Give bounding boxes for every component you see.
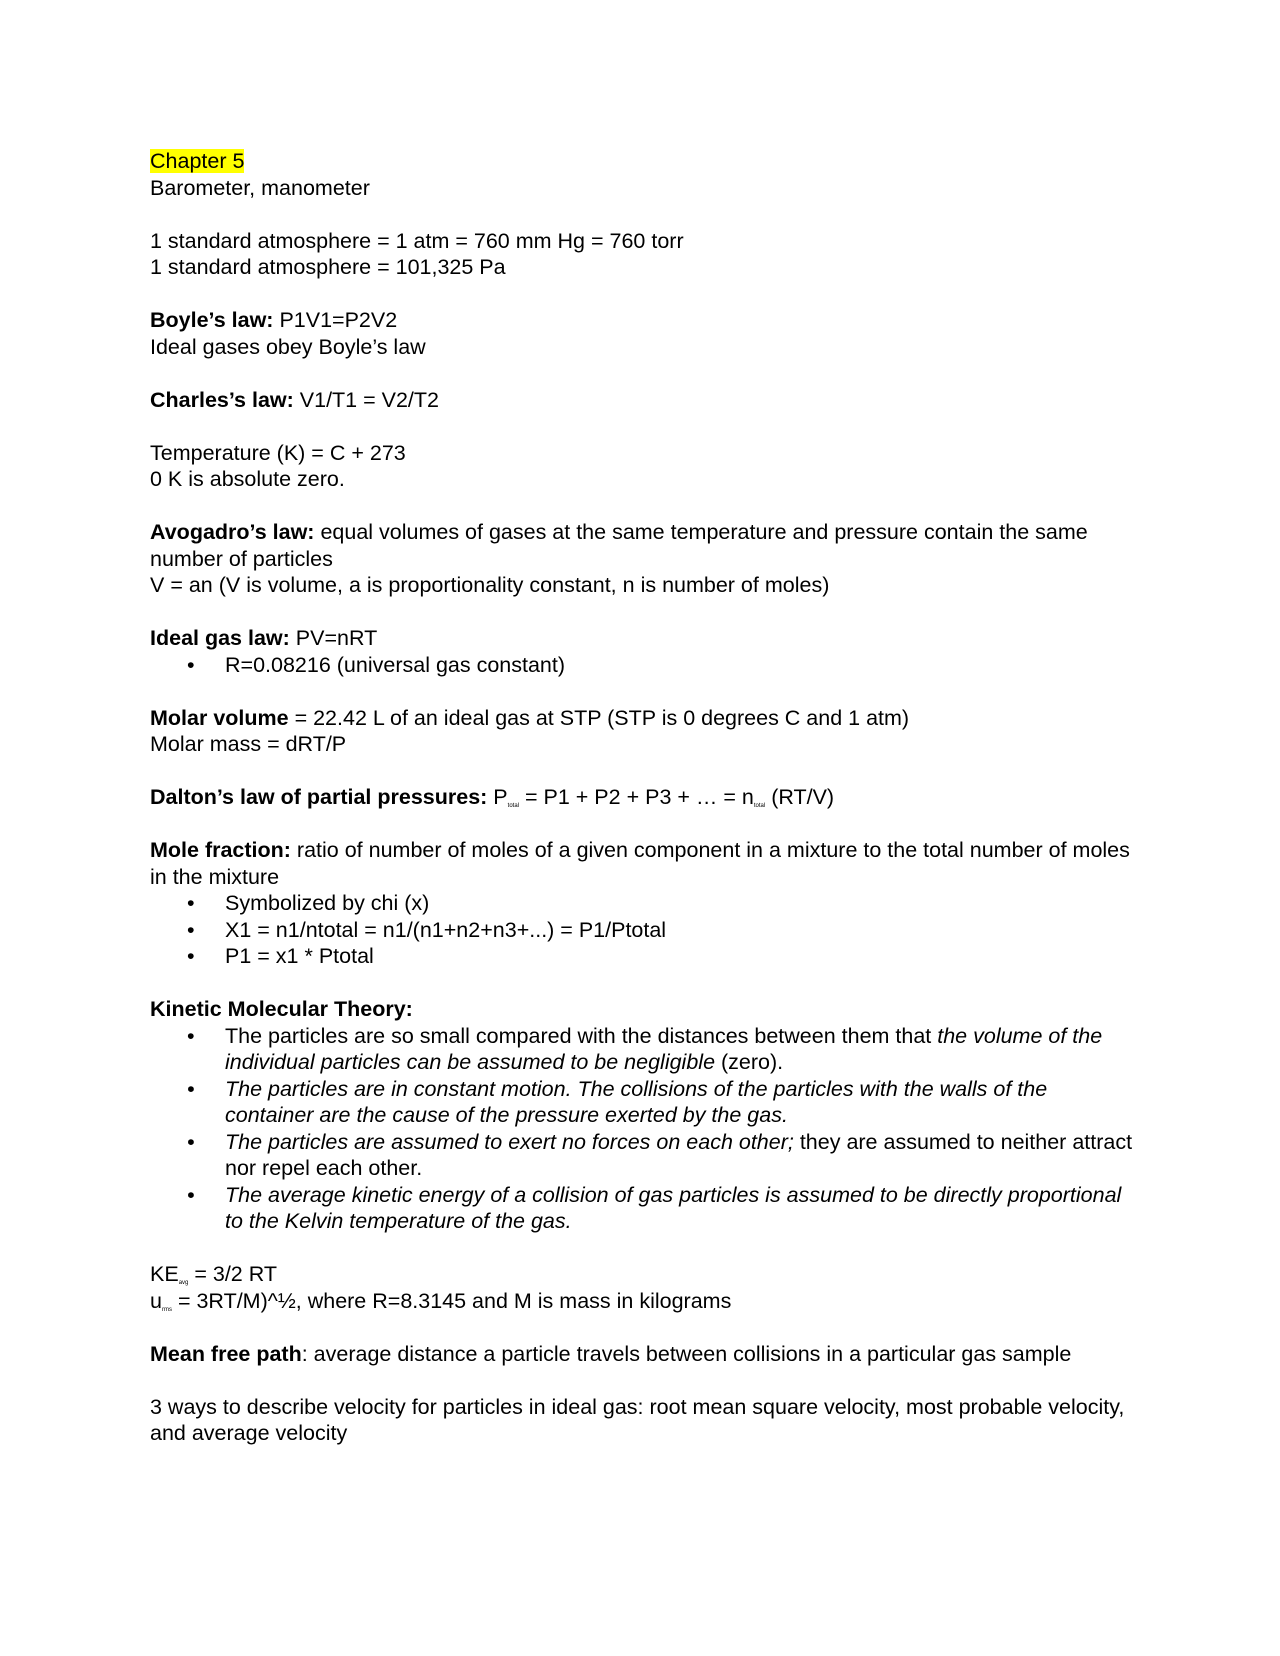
- chapter-heading: [150, 148, 1140, 175]
- list-item: • R=0.08216 (universal gas constant): [187, 652, 566, 677]
- subscript: total: [753, 803, 766, 809]
- velocity-line: 3 ways to describe velocity for particles in ideal gas: root mean square velocity, most probable velocity, and average velocity: [150, 1394, 1125, 1445]
- list-item: • The particles are assumed to exert no forces on each other; they are assumed to neither attract nor repel each other.: [187, 1129, 1133, 1180]
- bullet-icon: •: [187, 917, 195, 942]
- bullet-icon: •: [187, 944, 195, 968]
- subscript: total: [507, 803, 519, 809]
- mole-fraction-list: [150, 890, 1140, 970]
- document-page: [150, 148, 1140, 1447]
- atm-line-2: 1 standard atmosphere = 101,325 Pa: [150, 255, 506, 279]
- list-item: • X1 = n1/ntotal = n1/(n1+n2+n3+...) = P1/Ptotal: [187, 917, 667, 942]
- kmt-label: Kinetic Molecular Theory:: [150, 997, 413, 1021]
- mean-free-path-label: Mean free path: [150, 1341, 302, 1366]
- ideal-gas-label: Ideal gas law:: [150, 626, 290, 650]
- boyle-label: Boyle’s law:: [150, 308, 274, 332]
- temperature-line-1: Temperature (K) = C + 273: [150, 440, 406, 465]
- ideal-gas-list: [150, 652, 1140, 679]
- avogadro-law: [150, 519, 1140, 572]
- dalton-law: Dalton’s law of partial pressures: $P_{total} = P1 + P2 + P3$ + … = $n_{total}$ (RT/V): [150, 785, 835, 809]
- bullet-icon: •: [187, 1076, 195, 1101]
- list-item: • The particles are so small compared with the distances between them that the volume of the individual particles can be assumed to be negligible (zero).: [187, 1023, 1103, 1074]
- list-item: • The average kinetic energy of a collision of gas particles is assumed to be directly proportional to the Kelvin temperature of the gas.: [187, 1182, 1122, 1233]
- bullet-icon: •: [187, 1182, 195, 1207]
- subscript: avg: [178, 1280, 189, 1286]
- mole-fraction-text: ratio of number of moles of a given component in a mixture to the total number of moles in the mixture: [150, 838, 1130, 889]
- bullet-icon: •: [187, 1129, 195, 1154]
- mole-fraction: [150, 837, 1140, 890]
- mean-free-path: [150, 1341, 1140, 1368]
- temperature-line-2: 0 K is absolute zero.: [150, 467, 345, 491]
- bullet-icon: •: [187, 652, 195, 677]
- mean-free-path-text: : average distance a particle travels between collisions in a particular gas sample: [301, 1341, 1072, 1366]
- avogadro-text: equal volumes of gases at the same temperature and pressure contain the same number of particles: [150, 520, 1088, 571]
- avogadro-label: Avogadro’s law:: [150, 520, 315, 544]
- intro-line: Barometer, manometer: [150, 175, 370, 200]
- ideal-gas-law: [150, 625, 1140, 652]
- bullet-icon: •: [187, 1023, 195, 1048]
- boyle-law: [150, 307, 1140, 334]
- charles-label: Charles’s law:: [150, 387, 294, 412]
- subscript: rms: [161, 1306, 172, 1313]
- kmt-heading: [150, 996, 1140, 1023]
- mole-fraction-label: Mole fraction:: [150, 838, 291, 862]
- molar-volume-text: = 22.42 L of an ideal gas at STP (STP is 0 degrees C and 1 atm): [288, 705, 910, 730]
- ideal-gas-formula: PV=nRT: [289, 626, 378, 650]
- u-rms-line: $u_{rms}$ = 3RT/M)^½, where R=8.3145 and M is mass in kilograms: [150, 1288, 732, 1313]
- list-item: • The particles are in constant motion. The collisions of the particles with the walls of the container are the cause of the pressure exerted by the gas.: [187, 1076, 1048, 1127]
- kmt-list: [150, 1023, 1140, 1235]
- charles-formula: V1/T1 = V2/T2: [293, 387, 439, 412]
- dalton-label: Dalton’s law of partial pressures:: [150, 785, 488, 809]
- charles-law: [150, 387, 1140, 414]
- bullet-icon: •: [187, 891, 195, 915]
- list-item: • Symbolized by chi (x): [187, 891, 430, 915]
- boyle-formula: P1V1=P2V2: [273, 308, 398, 332]
- avogadro-formula: V = an (V is volume, a is proportionality constant, n is number of moles): [150, 573, 830, 597]
- atm-line-1: 1 standard atmosphere = 1 atm = 760 mm Hg = 760 torr: [150, 228, 684, 253]
- chapter-highlight: Chapter 5: [150, 149, 245, 173]
- list-item: • P1 = x1 * Ptotal: [187, 944, 374, 968]
- molar-mass: Molar mass = dRT/P: [150, 732, 347, 756]
- molar-volume-label: Molar volume: [150, 705, 289, 730]
- boyle-note: Ideal gases obey Boyle’s law: [150, 334, 426, 359]
- ke-avg-line: $KE_{avg} = 3/2$ RT: [150, 1262, 278, 1286]
- molar-volume: [150, 705, 1140, 732]
